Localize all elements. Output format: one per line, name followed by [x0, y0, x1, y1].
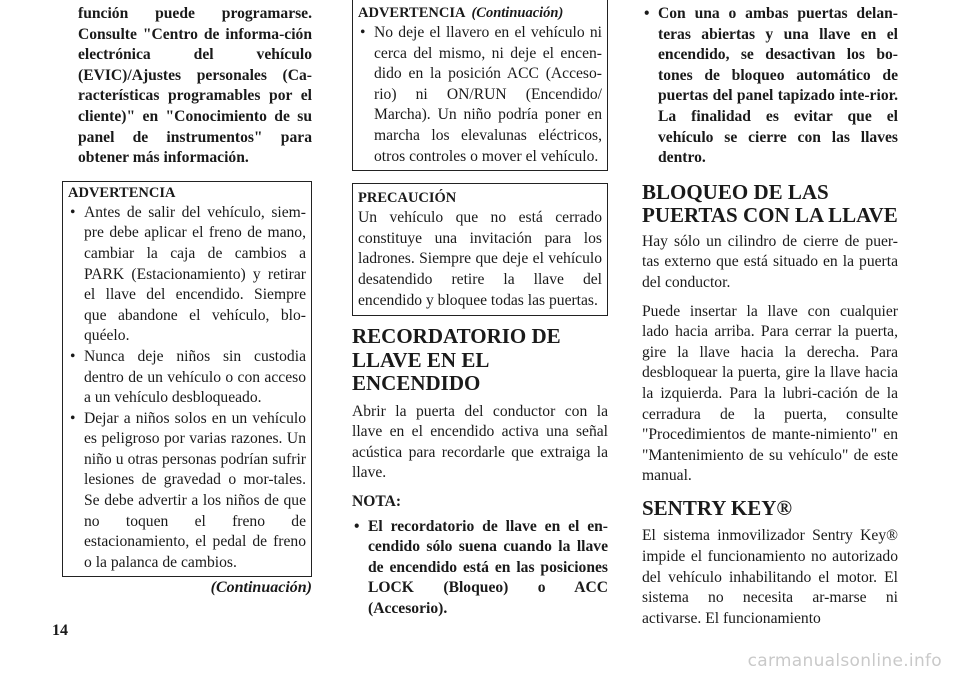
door-lock-para-2: Puede insertar la llave con cualquier lado hacia arriba. Para cerrar la puerta, gire la llave hacia la derecha. Para desbloquear la puerta, gire la llave hacia la izquierda. Para la lubri-cación de la cerradura de la puerta, consulte "Procedimientos de mante-nimiento" en "Mantenimiento de su vehículo" de este manual.: [642, 302, 898, 485]
warning-list: [68, 203, 306, 574]
warning-item: • Antes de salir del vehículo, siem-pre debe aplicar el freno de mano, cambiar la caja de cambios a PARK (Estacionamiento) y retirar el llave del encendido. Siempre que abandone el vehículo, blo-quéelo.: [68, 203, 306, 347]
section-heading-door-lock: BLOQUEO DE LAS PUERTAS CON LA LLAVE: [642, 179, 898, 228]
section-heading-sentry-key: SENTRY KEY®: [642, 495, 793, 520]
page-number: 14: [52, 622, 68, 639]
warning-box: [62, 181, 312, 578]
caution-title: PRECAUCIÓN: [358, 190, 457, 207]
left-column: [62, 0, 312, 599]
intro-paragraph: función puede programarse. Consulte "Centro de informa-ción electrónica del vehículo (EVIC)/Ajustes personales (Ca-racterísticas programables por el cliente)" en "Conocimiento de su panel de instrumentos" para obtener más información.: [78, 5, 312, 167]
door-lock-list: [642, 0, 898, 169]
sentry-key-para: El sistema inmovilizador Sentry Key® impide el funcionamiento no autorizado del vehículo inhabilitando el motor. El sistema no necesita ar-marse ni activarse. El funcionamiento: [642, 527, 898, 627]
warning-item: • No deje el llavero en el vehículo ni cerca del mismo, ni deje el encen-dido en la posición ACC (Acceso-rio) ni ON/RUN (Encendido/ Marcha). Un niño podría poner en marcha los elevalunas eléctricos, otros controles o mover el vehículo.: [358, 23, 602, 167]
caution-box: [352, 183, 608, 316]
warning-continued-title: [358, 4, 602, 23]
section-heading-key-reminder: RECORDATORIO DE LLAVE EN EL ENCENDIDO: [352, 324, 561, 396]
right-column: [642, 0, 898, 629]
warning-title: ADVERTENCIA: [68, 184, 176, 201]
warning-continued-title-text: ADVERTENCIA: [358, 5, 466, 21]
caution-text: Un vehículo que no está cerrado constituye una invitación para los ladrones. Siempre que deje el vehículo desatendido retire la llave del encendido y bloquee todas las puertas.: [358, 209, 602, 309]
key-reminder-body: Abrir la puerta del conductor con la llave en el encendido activa una señal acústica para recordarle que extraiga la llave.: [352, 402, 608, 482]
note-item: • El recordatorio de llave en el en-cendido sólo suena cuando la llave de encendido está en las posiciones LOCK (Bloqueo) o ACC (Accesorio).: [352, 517, 608, 620]
middle-column: [352, 0, 608, 620]
warning-continued-suffix: (Continuación): [471, 5, 564, 21]
note-label: NOTA:: [352, 493, 402, 510]
note-list: [352, 517, 608, 620]
door-lock-para-1: Hay sólo un cilindro de cierre de puer-tas externo que está situado en la puerta del conductor.: [642, 232, 898, 291]
warning-continued-box: [352, 0, 608, 171]
warning-item: • Dejar a niños solos en un vehículo es peligroso por varias razones. Un niño u otras personas podrían sufrir lesiones de gravedad o mor-tales. Se debe advertir a los niños de que no toquen el freno de estacionamiento, el pedal de freno o la palanca de cambios.: [68, 409, 306, 574]
continued-label: (Continuación): [210, 579, 312, 597]
warning-continued-list: [358, 23, 602, 167]
warning-item: • Nunca deje niños sin custodia dentro de un vehículo o con acceso a un vehículo desbloqueado.: [68, 347, 306, 409]
watermark: carmanualsonline.info: [747, 651, 942, 671]
door-lock-item: • Con una o ambas puertas delan-teras abiertas y una llave en el encendido, se desactivan los bo-tones de bloqueo automático de puertas del panel tapizado inte-rior. La finalidad es evitar que el vehículo se cierre con las llaves dentro.: [642, 4, 898, 169]
